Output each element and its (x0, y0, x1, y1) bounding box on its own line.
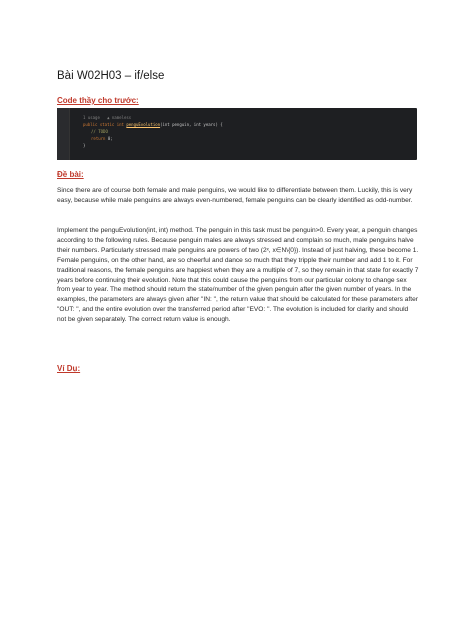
code-line-close: } (83, 143, 86, 148)
code-line-usage: 1 usage ▲ nameless (83, 115, 132, 120)
problem-label: Đề bài: (57, 170, 84, 179)
code-line-todo: // TODO (91, 129, 108, 134)
page-title: Bài W02H03 – if/else (57, 70, 165, 82)
paragraph-task: Implement the penguEvolution(int, int) method. The penguin in this task must be penguin>0. Every year, a penguin changes according to the following rules. Because penguin males are always stressed and complain so much, male penguins halve their numbers. Particularly stressed male penguins are powers of two (2ˣ, x∈N\{0}). Instead of just halving, these become 1. Female penguins, on the other hand, are so cheerful and dance so much that they tripple their number and add 1 to it. For traditional reasons, the female penguins are happiest when they are a multiple of 7, so they remain in that state for exactly 7 years before continuing their evolution. Note that this could cause the penguins from our particular colony to change sex from year to year. The method should return the state/number of the given penguin after the given number of years. In the examples, the parameters are always given after "IN: ", the return value that should be calculated for these parameters after "OUT: ", and the entire evolution over the transferred period after "EVO: ". The evolution is included for clarity and should not be given separately. The correct return value is enough. (57, 227, 419, 324)
code-gutter (57, 108, 70, 160)
code-line-signature (83, 122, 223, 127)
code-block (57, 108, 417, 160)
code-return-keyword: return (91, 136, 108, 141)
code-keyword: public static int (83, 122, 127, 127)
paragraph-intro: Since there are of course both female and male penguins, we would like to differentiate between them. Luckily, this is very easy, because while male penguins are always even-numbered, female penguins can be clearly identified as odd-number. (57, 187, 413, 204)
code-function-name: penguEvolution (126, 122, 161, 127)
code-line-return (91, 136, 113, 141)
example-label: Ví Dụ: (57, 364, 81, 373)
code-section-label: Code thầy cho trước: (57, 96, 139, 105)
code-params: (int penguin, int years) { (160, 122, 223, 127)
code-return-value: 0; (107, 136, 113, 141)
